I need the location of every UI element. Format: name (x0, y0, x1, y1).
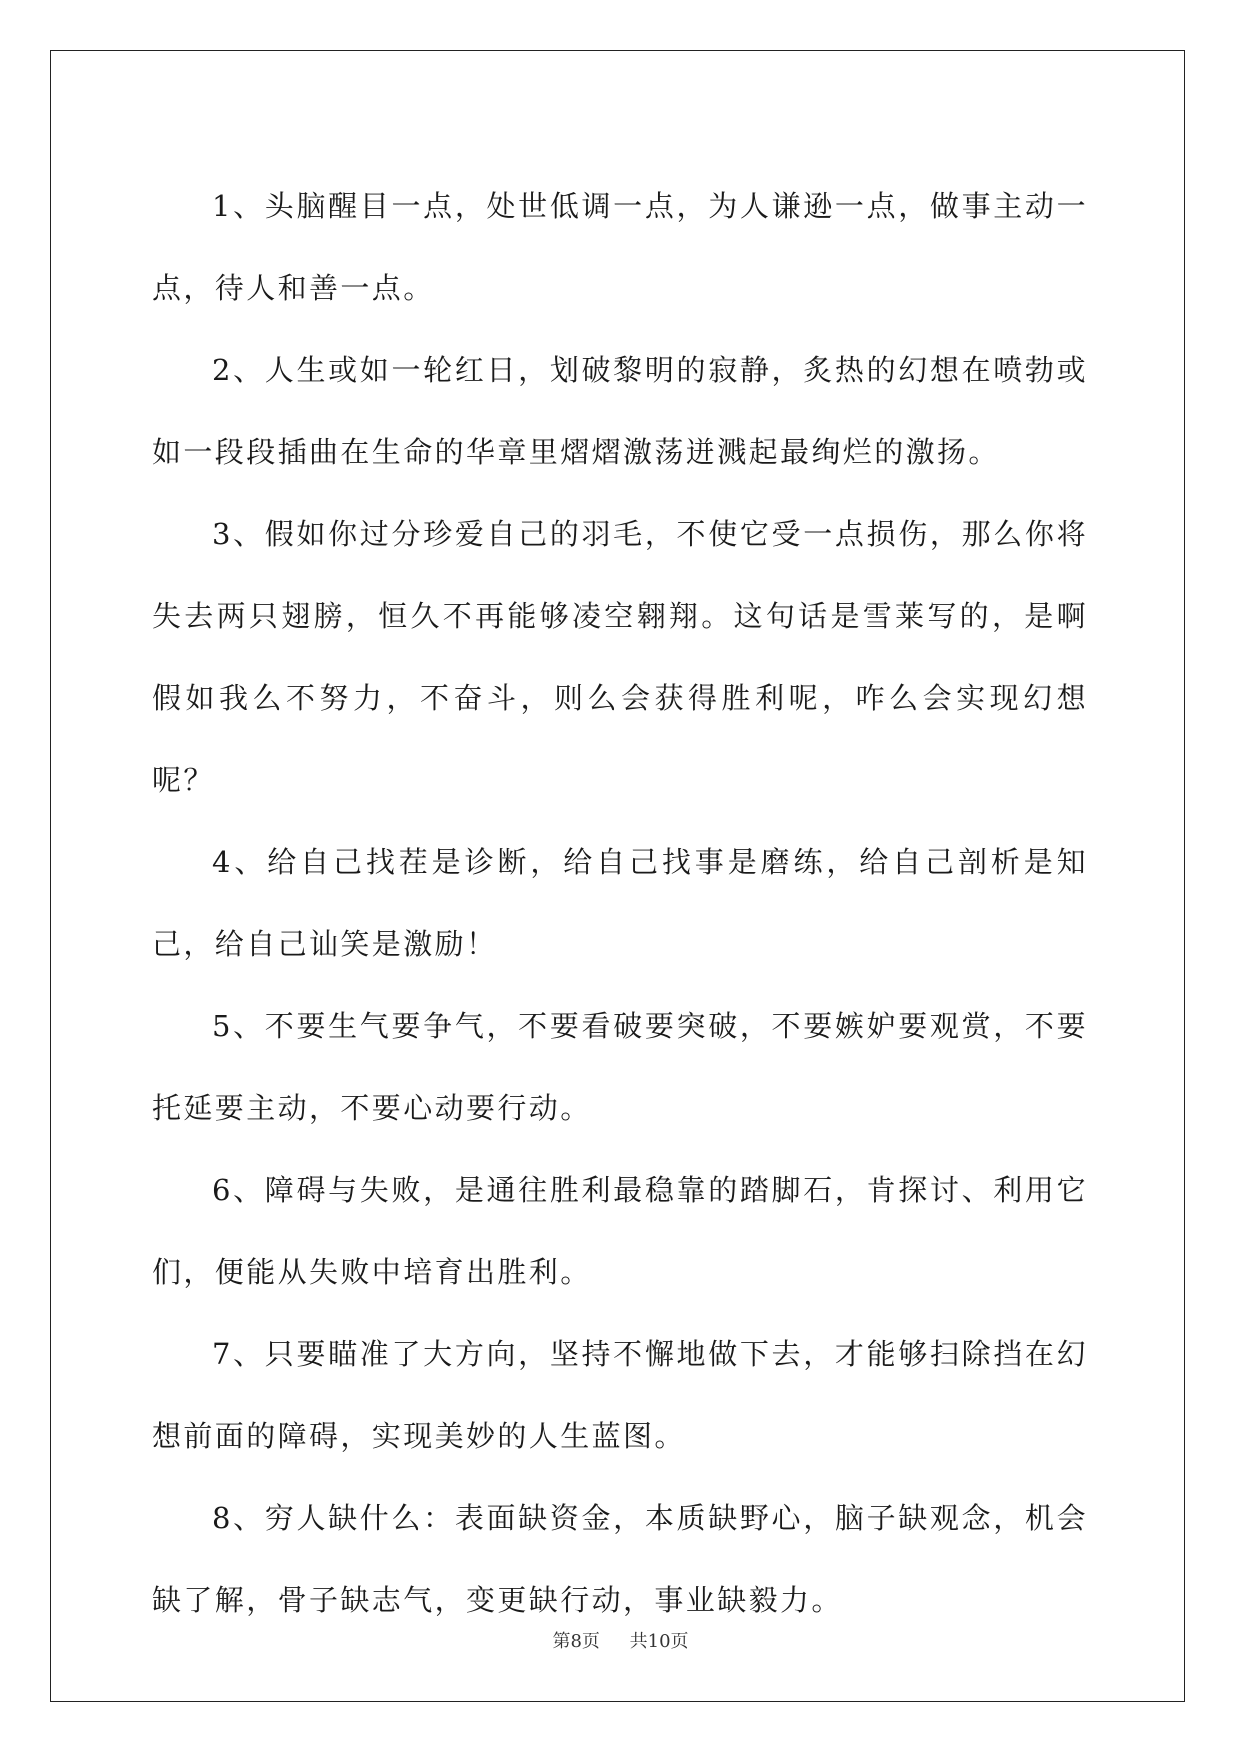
paragraph-4: 4、给自己找茬是诊断，给自己找事是磨练，给自己剖析是知己，给自己讪笑是激励！ (152, 845, 1088, 961)
page-footer (0, 1627, 1241, 1653)
current-page-label: 第8页 (552, 1631, 600, 1652)
paragraph-2: 2、人生或如一轮红日，划破黎明的寂静，炙热的幻想在喷勃或如一段段插曲在生命的华章里熠熠激荡迸溅起最绚烂的激扬。 (152, 353, 1088, 469)
paragraph-7: 7、只要瞄准了大方向，坚持不懈地做下去，才能够扫除挡在幻想前面的障碍，实现美妙的人生蓝图。 (152, 1337, 1088, 1453)
paragraph-1: 1、头脑醒目一点，处世低调一点，为人谦逊一点，做事主动一点，待人和善一点。 (152, 189, 1088, 305)
paragraph-6: 6、障碍与失败，是通往胜利最稳靠的踏脚石，肯探讨、利用它们，便能从失败中培育出胜利。 (152, 1173, 1088, 1289)
paragraph-5: 5、不要生气要争气，不要看破要突破，不要嫉妒要观赏，不要托延要主动，不要心动要行动。 (152, 1009, 1088, 1125)
total-pages-label: 共10页 (629, 1631, 689, 1652)
paragraph-8: 8、穷人缺什么：表面缺资金，本质缺野心，脑子缺观念，机会缺了解，骨子缺志气，变更缺行动，事业缺毅力。 (152, 1501, 1088, 1617)
paragraph-3: 3、假如你过分珍爱自己的羽毛，不使它受一点损伤，那么你将失去两只翅膀，恒久不再能够凌空翱翔。这句话是雪莱写的，是啊假如我么不努力，不奋斗，则么会获得胜利呢，咋么会实现幻想呢？ (152, 517, 1088, 797)
document-body (152, 165, 1088, 1641)
